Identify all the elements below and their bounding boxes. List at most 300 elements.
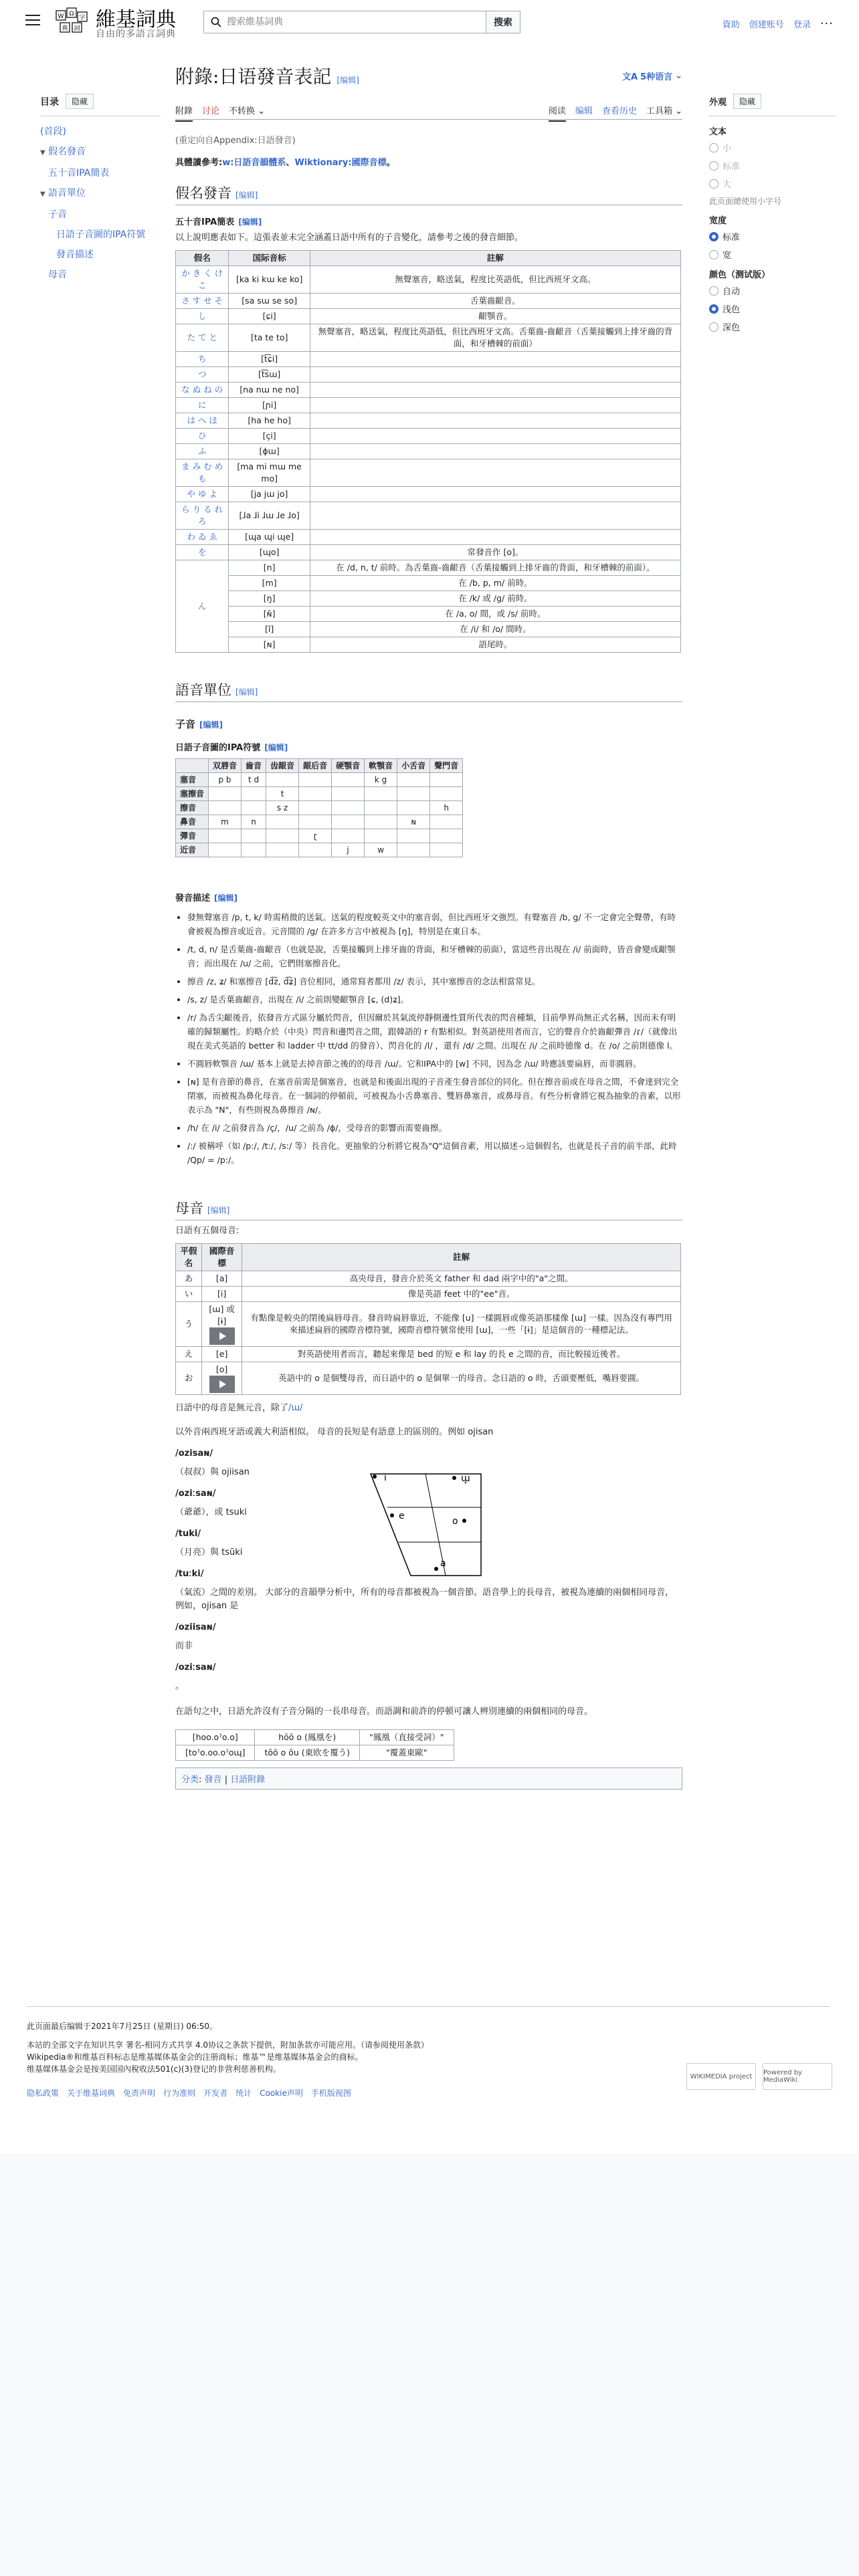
colon: : xyxy=(199,1775,202,1785)
category-bar xyxy=(175,1767,682,1790)
note-cell: 在 /b, p, m/ 前時。 xyxy=(310,576,680,591)
consonant-cell xyxy=(242,829,266,843)
ipa-cell: [n] xyxy=(229,560,310,576)
consonant-cell xyxy=(299,843,332,857)
site-tagline: 自由的多語言詞典 xyxy=(96,29,176,39)
table-row xyxy=(176,1302,681,1347)
vowel-point-i xyxy=(373,1475,377,1479)
note-cell: 在 /a, o/ 間，或 /s/ 前時。 xyxy=(310,607,680,622)
list-item: • /h/ 在 /i/ 之前發音為 /ç/，/u/ 之前為 /ɸ/，受母音的影響而需要齒擦。 xyxy=(187,1121,682,1135)
table-row xyxy=(176,367,681,383)
list-item: • 不圓唇軟顎音 /ɯ/ 基本上就是去掉音節之後的的母音 /ɯ/。它和IPA中的 [w] 不同，因為念 /ɯ/ 時應該要扁唇，而非圓唇。 xyxy=(187,1057,682,1071)
kana-cell[interactable]: ひ xyxy=(176,429,229,444)
period: 。 xyxy=(386,158,395,168)
col-header xyxy=(176,759,209,773)
phonemic-example: /oziisaɴ/ xyxy=(175,1622,216,1632)
kana-cell[interactable]: な ぬ ね の xyxy=(176,383,229,398)
table-row xyxy=(176,487,681,502)
heading-text: 母音 xyxy=(175,1200,203,1216)
kana-cell[interactable]: わ ゐ ゑ xyxy=(176,530,229,545)
note-cell: 無聲塞音，略送氣，程度比英語低，但比西班牙文高。舌葉齒-齒齦音（舌葉接觸到上排牙齒的背面，和牙槽棘的前面） xyxy=(310,324,680,352)
note-cell: 像是英語 feet 中的"ee"音。 xyxy=(242,1287,681,1302)
mediawiki-badge[interactable]: Powered by MediaWiki xyxy=(763,2063,832,2090)
see-also-link-1[interactable]: w:日語音韻體系 xyxy=(222,158,286,168)
heading-text: 假名發音 xyxy=(175,185,231,201)
list-item: • /:/ 被稱呼（如 /p:/, /t:/, /s:/ 等）長音化。更抽象的分析將它視為"Q"這個音素，用以描述っ這個假名，也就是長子音的前半部，此時 /Qp/ = /p:/。 xyxy=(187,1139,682,1167)
table-row xyxy=(176,801,463,815)
note-cell xyxy=(310,459,680,487)
table-row xyxy=(176,352,681,367)
kana-cell[interactable]: し xyxy=(176,309,229,324)
ipa-text: [o] xyxy=(215,1364,228,1374)
table-row xyxy=(176,530,681,545)
list-item: • /s, z/ 是舌葉齒齦音，出現在 /i/ 之前則變齦顎音 [ɕ, (d)ʑ]。 xyxy=(187,992,682,1006)
edit-section-link[interactable]: [编辑] xyxy=(235,191,258,200)
vowel-final: 在語句之中，日語允許沒有子音分隔的一長串母音。而語調和前許的停頓可讓人辨別連續的兩個相同的母音。 xyxy=(175,1707,593,1717)
ipa-cell: [sa sɯ se so] xyxy=(229,294,310,309)
separator: 、 xyxy=(286,158,295,168)
consonant-cell xyxy=(397,829,430,843)
wikimedia-badge[interactable]: WIKIMEDIA project xyxy=(686,2063,756,2090)
vowel-point-u xyxy=(452,1476,456,1480)
ipa-cell: [ha he ho] xyxy=(229,413,310,429)
radio-standard[interactable] xyxy=(709,161,719,171)
svg-text:典: 典 xyxy=(62,25,68,32)
kana-cell[interactable]: や ゆ よ xyxy=(176,487,229,502)
table-row xyxy=(176,545,681,560)
site-header xyxy=(0,0,859,44)
consonant-cell: n xyxy=(242,815,266,829)
consonant-cell xyxy=(332,815,365,829)
note-cell: 有點像是較央的閉後扁唇母音。發音時扁唇靠近，不能像 [u] 一樣圓唇或像英語那樣像 [ɯ] 一樣。因為沒有專門用來描述扁唇的國際音標符號，國際音標符號常使用 [ɯ]，一些「[ɨ]」是這個音的一種標記法。 xyxy=(242,1302,681,1347)
col-header: 國際音標 xyxy=(201,1244,242,1271)
language-count: 5种语言 xyxy=(640,72,673,82)
heading-text: 日語子音圖的IPA符號 xyxy=(175,743,261,753)
chevron-down-icon[interactable]: ▼ xyxy=(40,191,45,198)
kana-ipa-table xyxy=(175,250,681,653)
tab-talk[interactable]: 讨论 xyxy=(202,106,220,116)
option-light: 浅色 xyxy=(723,305,741,315)
edit-section-link[interactable]: [编辑] xyxy=(238,217,262,227)
see-also-label: 具體讀參考: xyxy=(175,158,223,168)
note-cell: 常發音作 [o]。 xyxy=(310,545,680,560)
table-row xyxy=(176,1287,681,1302)
radio-large[interactable] xyxy=(709,179,719,189)
footer-link[interactable]: 手机版视图 xyxy=(310,2088,351,2098)
phonemic-example: /oziːsaɴ/ xyxy=(175,1489,216,1499)
consonant-cell xyxy=(299,787,332,801)
list-item: • [ɴ] 是有音節的鼻音，在塞音前需是個塞音，也就是和後面出現的子音產生發音部位的同化。但在擦音前或在母音之間，不會達到完全閉塞，而被視為鼻化母音。在一個詞的停頓前，可被視為小舌鼻塞音、雙唇鼻塞音，或鼻母音。有些分析會將它視為抽象的音素，以形表示為 "N"，有些則視為鼻擦音 /ɴ/。 xyxy=(187,1075,682,1117)
consonant-chart-heading xyxy=(175,740,682,753)
kana-cell[interactable]: ち xyxy=(176,352,229,367)
list-item: • /r/ 為舌尖齦後音，依發音方式區分屬於閃音，但因爾於其氣流停靜側邊性質所代表的閃音種類，目前學界尚無正式名稱，因而未有明確的歸類屬性。約略介於（中央）閃音和邊閃音之間，跟韓語的 r 有點相似。對英語使用者而言，它的聲音介於齒齦彈音 /ɾ/（就像出現在美式英語的 better 和 ladder 中 tt/dd 的發音）、閃音化的 /l/ ，還有 /d/ 之間。出現在 /i/ 之前時德像 d。在 /o/ 之前則德像 l。 xyxy=(187,1010,682,1053)
table-row xyxy=(176,383,681,398)
ipa-cell xyxy=(201,1287,242,1302)
hiragana-cell: あ xyxy=(176,1271,202,1287)
footer-link[interactable]: 统计 xyxy=(235,2088,252,2098)
note-cell xyxy=(310,444,680,459)
kana-cell[interactable]: か き く け こ xyxy=(176,266,229,294)
kana-cell[interactable]: さ す せ そ xyxy=(176,294,229,309)
kana-cell[interactable]: は へ ほ xyxy=(176,413,229,429)
color-group-label: 颜色（测试版） xyxy=(709,270,771,280)
note-cell xyxy=(310,367,680,383)
row-header: 擦音 xyxy=(176,801,209,815)
note-cell: 舌葉齒齦音。 xyxy=(310,294,680,309)
u-link[interactable]: /ɯ/ xyxy=(288,1403,303,1413)
note-cell: 齦顎音。 xyxy=(310,309,680,324)
ipa-cell: [ɺa ɺi ɺɯ ɺe ɺo] xyxy=(229,502,310,530)
ipa-text: [a] xyxy=(215,1273,228,1283)
table-row xyxy=(176,459,681,487)
consonant-cell xyxy=(332,829,365,843)
col-header: 双唇音 xyxy=(209,759,242,773)
consonant-cell xyxy=(332,787,365,801)
example-cell: "覆蓋東歐" xyxy=(360,1745,454,1761)
vowel-intro: 日語有五個母音: xyxy=(175,1226,240,1236)
heading-text: 五十音IPA簡表 xyxy=(175,217,235,227)
note-cell: 在 /i/ 和 /o/ 間時。 xyxy=(310,622,680,637)
ipa-cell xyxy=(201,1271,242,1287)
kana-cell[interactable]: ん xyxy=(176,560,229,653)
search-box[interactable] xyxy=(203,11,486,33)
kana-cell[interactable]: ら り る れ ろ xyxy=(176,502,229,530)
kana-cell[interactable]: た て と xyxy=(176,324,229,352)
edit-section-link[interactable]: [编辑] xyxy=(264,743,288,752)
consonant-cell xyxy=(332,773,365,787)
consonant-cell xyxy=(365,815,397,829)
consonant-cell xyxy=(365,829,397,843)
list-item: • /t, d, n/ 是舌葉齒-齒齦音（也就是說，舌葉接觸到上排牙齒的背面，和牙槽棘的前面），當這些音出現在 /i/ 前面時，皆音會變成齦顎音；而出現在 /u/ 之前，它們則塞擦音化。 xyxy=(187,942,682,970)
example-gloss: （月亮）與 tsūki xyxy=(175,1547,243,1558)
chevron-down-icon: ⌄ xyxy=(675,106,682,116)
table-row xyxy=(176,324,681,352)
audio-play-icon[interactable] xyxy=(209,1376,235,1393)
category-pronunciation[interactable]: 發音 xyxy=(204,1775,222,1785)
note-cell: 語尾時。 xyxy=(310,637,680,653)
toc-item-consonant-chart[interactable]: 日語子音圖的IPA符號 xyxy=(56,229,146,240)
table-row xyxy=(176,591,681,607)
tab-appendix[interactable]: 附錄 xyxy=(175,104,193,122)
col-header: 小舌音 xyxy=(397,759,430,773)
footer-edited: 此页面最后编辑于2021年7月25日 (星期日) 06:50。 xyxy=(27,2006,830,2032)
consonant-cell xyxy=(430,829,463,843)
language-button[interactable] xyxy=(622,70,682,82)
option-width-standard: 标准 xyxy=(723,233,741,243)
consonant-cell xyxy=(365,801,397,815)
ipa-cell: [ŋ] xyxy=(229,591,310,607)
table-row xyxy=(176,787,463,801)
table-row xyxy=(176,309,681,324)
tab-tools[interactable] xyxy=(646,104,682,122)
row-header: 塞音 xyxy=(176,773,209,787)
tab-variant[interactable] xyxy=(229,104,265,122)
kana-intro: 以上說明應表如下。這張表並未完全涵蓋日語中所有的子音變化，請參考之後的發音細節。 xyxy=(175,233,524,243)
row-header: 塞擦音 xyxy=(176,787,209,801)
vowel-example-table xyxy=(175,1729,454,1761)
consonant-cell xyxy=(299,801,332,815)
footer-link[interactable]: 免责声明 xyxy=(123,2088,156,2098)
appearance-hide-button[interactable]: 隐藏 xyxy=(733,94,761,109)
footer-nonprofit: 维基媒体基金会是按美国国內稅收法501(c)(3)登记的非营利慈善机构。 xyxy=(27,2064,281,2074)
vowel-label-o: o xyxy=(452,1516,458,1527)
note-cell xyxy=(310,413,680,429)
donate-link[interactable]: 資助 xyxy=(722,20,740,30)
radio-width-standard[interactable] xyxy=(709,232,719,241)
see-also-link-2[interactable]: Wiktionary:國際音標 xyxy=(294,158,387,168)
kana-cell[interactable]: ま み む め も xyxy=(176,459,229,487)
text-group-label: 文本 xyxy=(709,127,727,137)
radio-light[interactable] xyxy=(709,304,719,314)
example-gloss: （氣流）之間的差別。 大部分的音韻學分析中，所有的母音都被視為一個音節。語音學上的長母音，被視為連續的兩個相同母音，例如，ojisan 是 xyxy=(175,1588,674,1611)
ipa-cell xyxy=(201,1302,242,1347)
kana-cell[interactable]: に xyxy=(176,398,229,413)
consonants-heading xyxy=(175,717,682,731)
svg-text:字: 字 xyxy=(79,15,86,21)
table-row xyxy=(176,1730,454,1745)
search-button[interactable]: 搜索 xyxy=(486,11,520,33)
chevron-down-icon[interactable]: ▼ xyxy=(40,149,45,156)
page-tabs xyxy=(175,100,682,120)
table-row xyxy=(176,560,681,576)
page-title: 附錄:日语發音表記 xyxy=(175,66,332,88)
ipa-text: [i] xyxy=(217,1289,227,1299)
col-header: 齒音 xyxy=(242,759,266,773)
vowel-label-i: i xyxy=(384,1473,387,1483)
option-small: 小 xyxy=(723,144,732,154)
consonant-cell xyxy=(299,815,332,829)
vowel-long: 以外音兩西班牙語或義大利語相似。 母音的長短是有語意上的區別的。例如 ojisan xyxy=(175,1427,494,1437)
option-standard: 标准 xyxy=(723,162,741,172)
toc-item-consonants[interactable]: 子音 xyxy=(48,209,67,220)
consonant-cell: w xyxy=(365,843,397,857)
ipa-text: [ɯ] 或 [ɨ] xyxy=(209,1304,235,1326)
consonant-cell xyxy=(209,843,242,857)
footer-trademark: Wikipedia®和维基百科标志是维基媒体基金会的注册商标；维基™是维基媒体基金会的商标。 xyxy=(27,2052,363,2062)
toc-item-vowels[interactable]: 母音 xyxy=(48,270,67,280)
table-row xyxy=(176,413,681,429)
ipa-cell: [t͡ɕi] xyxy=(229,352,310,367)
tab-edit[interactable]: 编辑 xyxy=(575,106,593,116)
search-input[interactable] xyxy=(227,17,468,27)
ipa-cell: [çi] xyxy=(229,429,310,444)
consonant-cell: s z xyxy=(266,801,299,815)
row-header: 彈音 xyxy=(176,829,209,843)
col-header: 假名 xyxy=(176,251,229,266)
note-cell xyxy=(310,487,680,502)
main-menu-icon[interactable] xyxy=(25,15,40,27)
footer-badges xyxy=(686,2063,832,2090)
edit-section-link[interactable]: [编辑] xyxy=(199,720,223,730)
svg-text:詞: 詞 xyxy=(74,25,80,32)
consonant-cell xyxy=(266,829,299,843)
kana-cell[interactable]: つ xyxy=(176,367,229,383)
table-row xyxy=(176,294,681,309)
phonemic-example: /ozisaɴ/ xyxy=(175,1448,213,1459)
categories-link[interactable]: 分类 xyxy=(181,1775,199,1785)
consonant-cell xyxy=(209,829,242,843)
ipa-cell: [ɰo] xyxy=(229,545,310,560)
col-header: 硬顎音 xyxy=(332,759,365,773)
heading-text: 子音 xyxy=(175,718,196,730)
col-header: 国际音标 xyxy=(229,251,310,266)
phonemic-example: /tuki/ xyxy=(175,1529,201,1539)
svg-text:Ω: Ω xyxy=(69,11,74,17)
consonant-cell xyxy=(430,843,463,857)
note-cell xyxy=(310,383,680,398)
example-gloss: （叔叔）與 ojiisan xyxy=(175,1467,250,1477)
col-header: 聲門音 xyxy=(430,759,463,773)
toc-hide-button[interactable]: 隐藏 xyxy=(66,94,94,109)
edit-section-link[interactable]: [编辑] xyxy=(214,893,237,903)
consonant-cell: t xyxy=(266,787,299,801)
wiktionary-logo-icon[interactable] xyxy=(55,7,90,37)
ipa-cell: [ma mi mɯ me mo] xyxy=(229,459,310,487)
consonant-cell xyxy=(430,815,463,829)
description-heading xyxy=(175,891,682,903)
table-row xyxy=(176,1271,681,1287)
table-row xyxy=(176,637,681,653)
table-of-contents xyxy=(40,94,161,289)
consonant-cell xyxy=(242,843,266,857)
consonant-cell: k g xyxy=(365,773,397,787)
example-cell: hōō o (鳳凰を) xyxy=(255,1730,360,1745)
heading-text: 語音單位 xyxy=(175,682,231,698)
title-edit-link[interactable]: [编辑] xyxy=(337,76,359,85)
col-header: 註解 xyxy=(242,1244,681,1271)
consonant-cell xyxy=(242,787,266,801)
consonant-cell xyxy=(430,787,463,801)
footer-link[interactable]: 开发者 xyxy=(203,2088,228,2098)
consonant-cell: ɴ xyxy=(397,815,430,829)
ipa-table-heading xyxy=(175,215,682,227)
table-row xyxy=(176,843,463,857)
ipa-cell: [na nɯ ne no] xyxy=(229,383,310,398)
vowel-label-e: e xyxy=(399,1511,405,1521)
ipa-cell: [ɴ̃] xyxy=(229,607,310,622)
note-cell: 在 /k/ 或 /g/ 前時。 xyxy=(310,591,680,607)
kana-cell[interactable]: ふ xyxy=(176,444,229,459)
hiragana-cell: お xyxy=(176,1362,202,1395)
ipa-text: [e] xyxy=(215,1349,228,1359)
vowel-point-a xyxy=(434,1567,438,1571)
more-options-icon[interactable]: ··· xyxy=(820,16,834,31)
search-icon xyxy=(211,17,221,27)
toc-item-intro[interactable]: (首段) xyxy=(40,126,66,137)
variant-label: 不转换 xyxy=(229,106,256,116)
kana-cell[interactable]: を xyxy=(176,545,229,560)
category-japanese-appendix[interactable]: 日語附錄 xyxy=(230,1775,266,1785)
hiragana-cell: い xyxy=(176,1287,202,1302)
see-also xyxy=(175,155,682,168)
example-gloss: 而非 xyxy=(175,1641,193,1651)
ipa-cell: [ɴ] xyxy=(229,637,310,653)
table-row xyxy=(176,829,463,843)
consonant-cell: t d xyxy=(242,773,266,787)
audio-play-icon[interactable] xyxy=(209,1327,235,1345)
note-cell xyxy=(310,502,680,530)
consonant-cell: ɽ xyxy=(299,829,332,843)
footer-link[interactable]: 隐私政策 xyxy=(27,2088,60,2098)
table-row xyxy=(176,622,681,637)
radio-dark[interactable] xyxy=(709,322,719,332)
ipa-cell: [ɰa ɰi ɰe] xyxy=(229,530,310,545)
text-size-note: 此页面總使用小字号 xyxy=(709,197,782,206)
ipa-cell: [t͡sɯ] xyxy=(229,367,310,383)
user-links xyxy=(723,17,834,30)
table-row xyxy=(176,444,681,459)
col-header: 齿龈音 xyxy=(266,759,299,773)
example-cell: "鳳凰（直接受詞）" xyxy=(360,1730,454,1745)
section-units-heading xyxy=(175,679,682,702)
ipa-cell: [ɸɯ] xyxy=(229,444,310,459)
row-header: 近音 xyxy=(176,843,209,857)
create-account-link[interactable]: 创建账号 xyxy=(749,20,784,30)
tools-label: 工具箱 xyxy=(646,106,672,116)
login-link[interactable]: 登录 xyxy=(793,20,811,30)
consonant-cell xyxy=(299,773,332,787)
table-row xyxy=(176,576,681,591)
note-cell xyxy=(310,398,680,413)
ipa-cell: [ja jɯ jo] xyxy=(229,487,310,502)
list-item: • 擦音 /z, ʑ/ 和塞擦音 [d͡z, d͡ʑ] 音位相同，通常寫者都用 /z/ 表示，其中塞擦音的念法相當常見。 xyxy=(187,974,682,988)
radio-width-wide[interactable] xyxy=(709,250,719,259)
tab-history[interactable]: 查看历史 xyxy=(601,106,637,116)
footer-link[interactable]: 行为准则 xyxy=(163,2088,196,2098)
appearance-title: 外观 xyxy=(709,98,727,108)
site-title[interactable]: 維基詞典 xyxy=(96,8,176,31)
col-header: 龈后音 xyxy=(299,759,332,773)
consonant-cell xyxy=(397,801,430,815)
footer-link[interactable]: Cookie声明 xyxy=(260,2088,303,2098)
note-cell: 在 /d, n, t/ 前時。為舌葉齒-齒齦音（舌葉接觸到上排牙齒的背面，和牙槽棘的前面）。 xyxy=(310,560,680,576)
toc-item-description[interactable]: 發音描述 xyxy=(56,249,94,260)
phonemic-example: /oziːsaɴ/ xyxy=(175,1662,216,1673)
col-header: 平假名 xyxy=(176,1244,202,1271)
example-cell: [toˀo.oo.oˀoɰ] xyxy=(176,1745,255,1761)
vowel-point-e xyxy=(390,1513,394,1517)
section-vowel-heading xyxy=(175,1198,682,1220)
option-auto: 自动 xyxy=(723,287,741,297)
consonant-cell xyxy=(209,801,242,815)
radio-auto[interactable] xyxy=(709,286,719,296)
tab-read[interactable]: 阅读 xyxy=(549,104,566,122)
table-row xyxy=(176,607,681,622)
edit-section-link[interactable]: [编辑] xyxy=(207,1206,230,1215)
example-cell: [hoo.oˀo.o] xyxy=(176,1730,255,1745)
ipa-cell: [ĩ] xyxy=(229,622,310,637)
appearance-panel xyxy=(709,94,836,338)
toc-item-ipa-table[interactable]: 五十音IPA簡表 xyxy=(48,168,110,179)
toc-item-kana[interactable]: 假名發音 xyxy=(48,146,86,157)
consonant-cell xyxy=(242,801,266,815)
chevron-down-icon: ⌄ xyxy=(258,106,266,116)
option-dark: 深色 xyxy=(723,323,741,333)
vowel-table xyxy=(175,1243,681,1395)
table-row xyxy=(176,1347,681,1362)
phonemic-example: /tuːki/ xyxy=(175,1569,204,1579)
note-cell xyxy=(310,429,680,444)
edit-section-link[interactable]: [编辑] xyxy=(235,687,258,697)
consonant-cell: m xyxy=(209,815,242,829)
ipa-cell: [m] xyxy=(229,576,310,591)
redirect-note: (重定向自Appendix:日語發音) xyxy=(175,136,296,146)
table-row xyxy=(176,429,681,444)
ipa-cell: [ɕi] xyxy=(229,309,310,324)
footer-link[interactable]: 关于维基词典 xyxy=(67,2088,116,2098)
radio-small[interactable] xyxy=(709,143,719,152)
toc-item-units[interactable]: 語音單位 xyxy=(48,188,86,199)
